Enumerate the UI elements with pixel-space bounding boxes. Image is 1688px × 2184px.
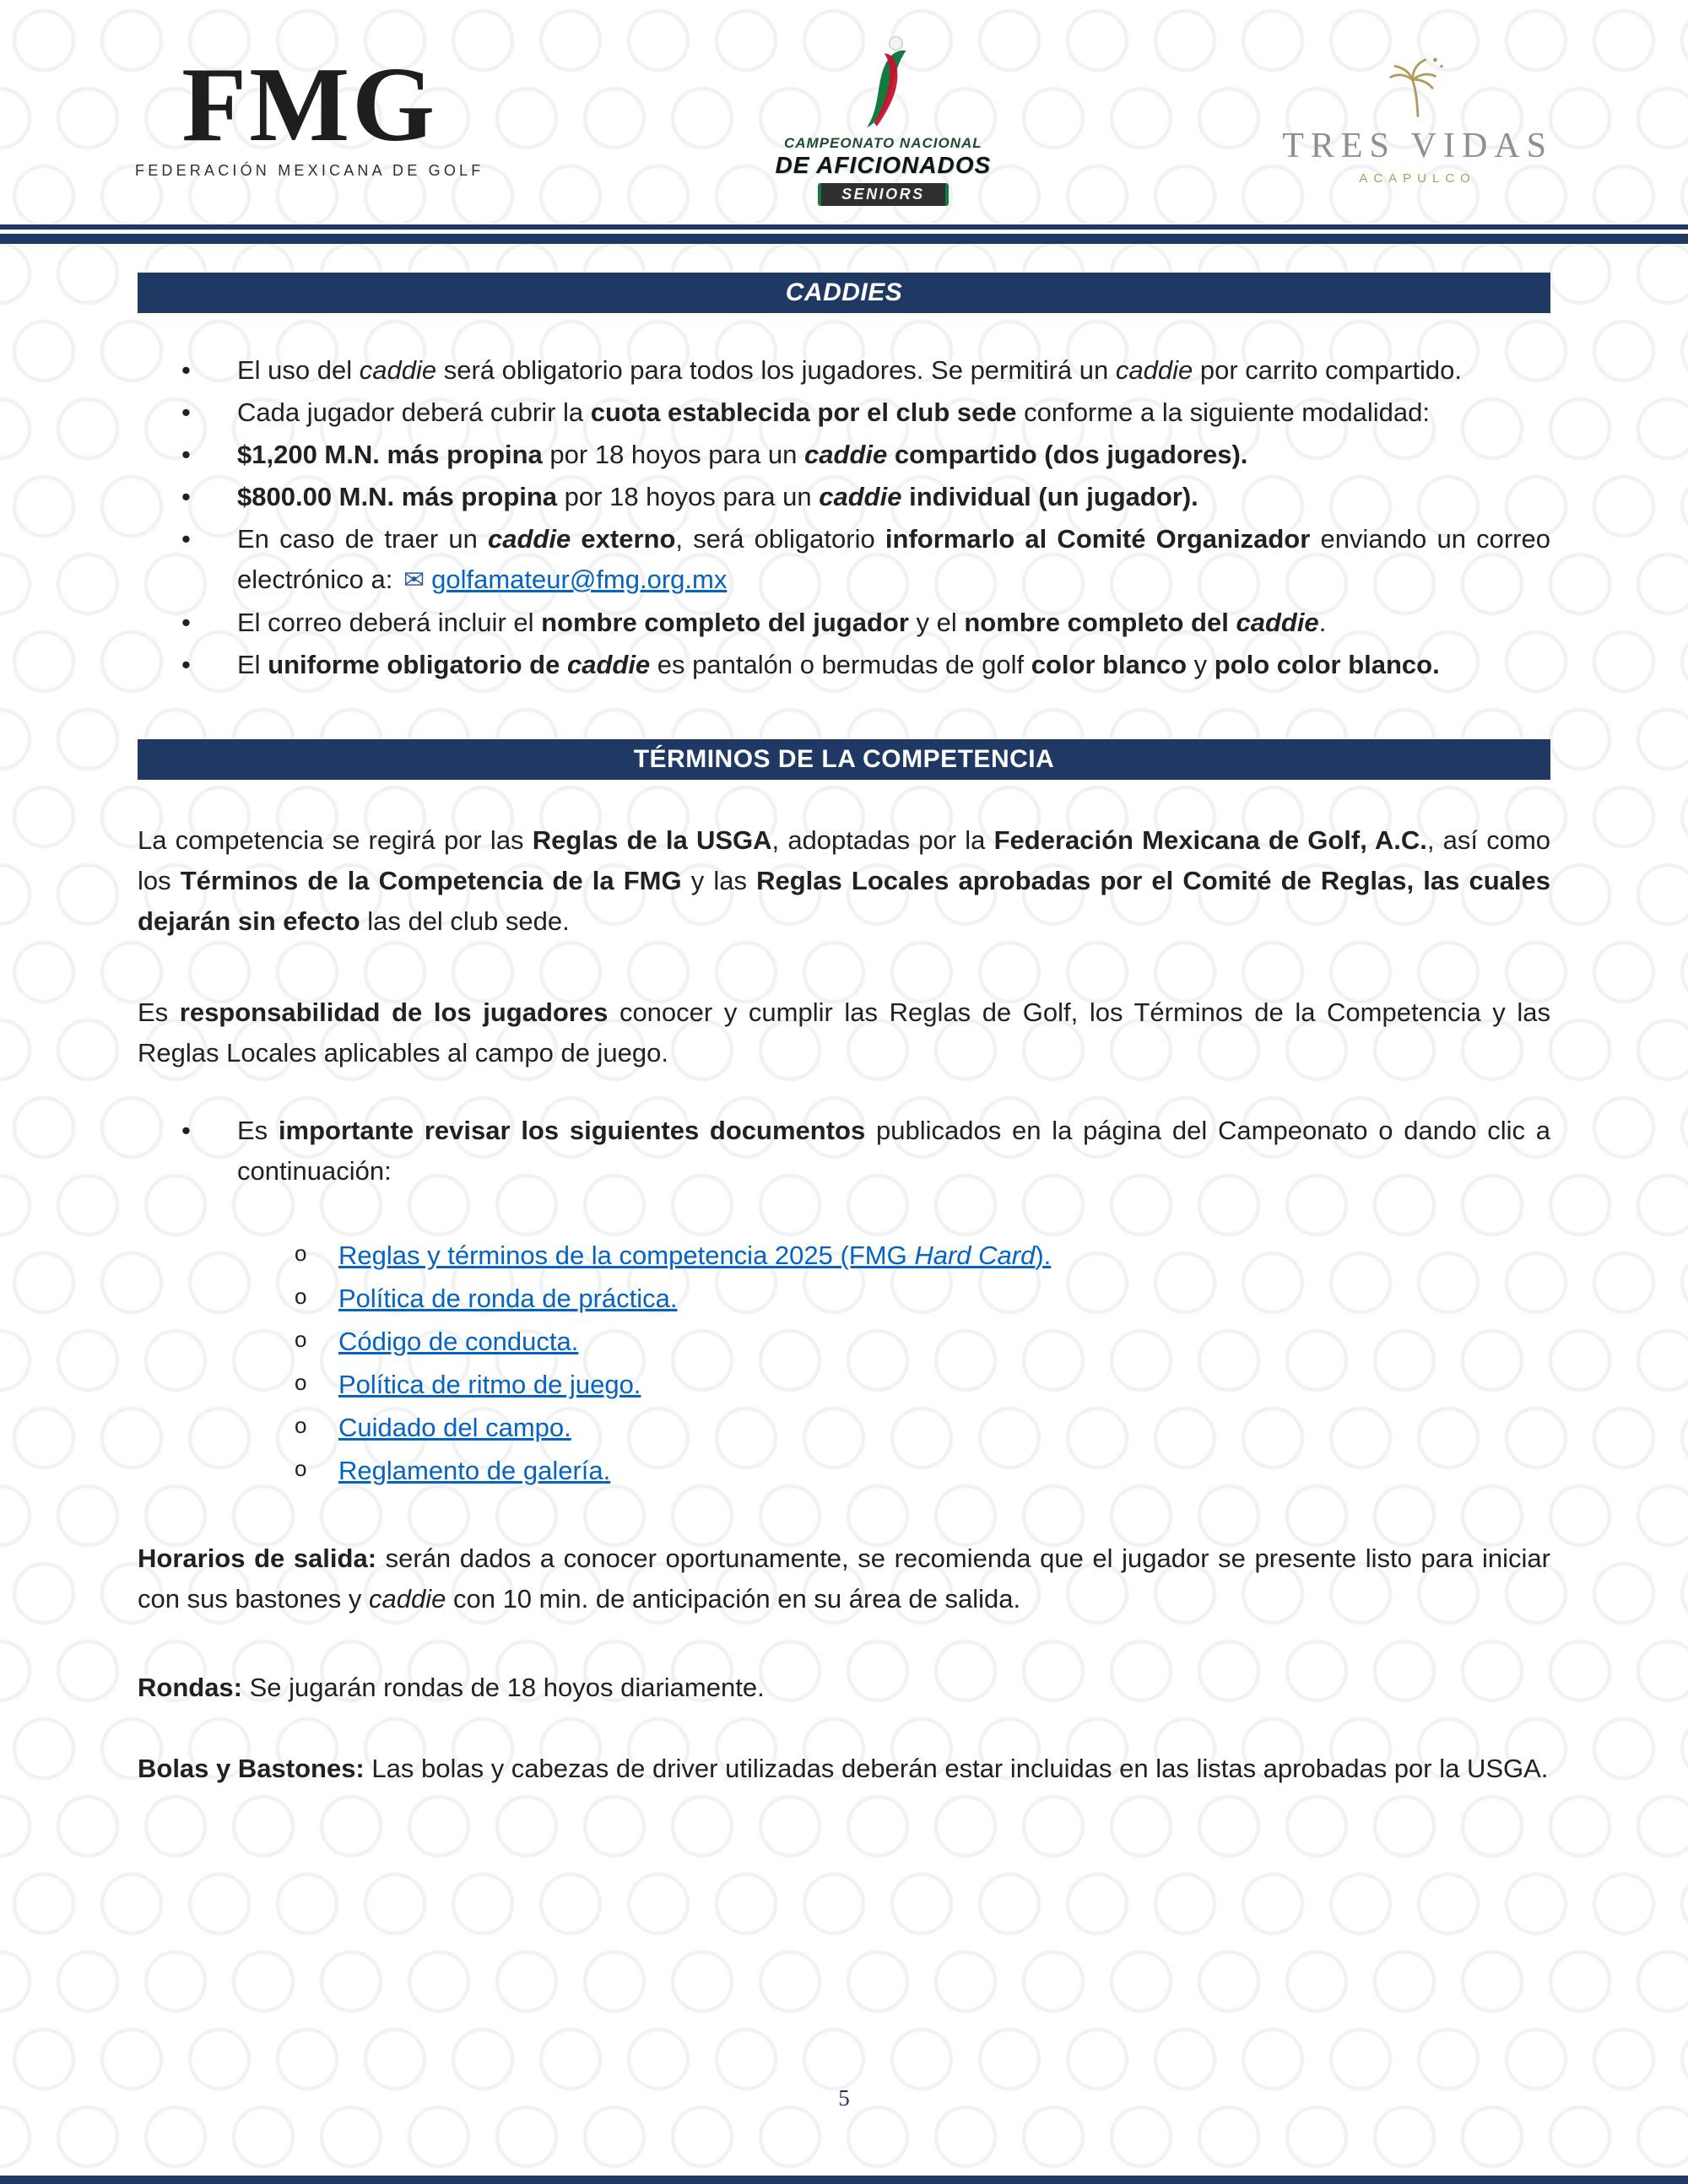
text-segment: Es	[138, 997, 180, 1027]
document-link-item	[138, 1451, 1550, 1491]
text-segment: caddie	[1115, 355, 1193, 385]
terms-bullet-list	[138, 1111, 1550, 1192]
terms-paragraph-responsibility	[138, 992, 1550, 1073]
text-segment: Bolas y Bastones:	[138, 1753, 365, 1783]
text-segment: Rondas:	[138, 1672, 242, 1702]
header-divider	[0, 224, 1688, 244]
text-segment: caddie	[488, 524, 571, 554]
caddies-bullet-list	[138, 350, 1550, 685]
text-segment: , adoptadas por la	[771, 824, 994, 855]
text-segment: externo	[571, 524, 676, 554]
text-segment: Reglas de la USGA	[532, 824, 772, 855]
text-segment: La competencia se regirá por las	[138, 824, 533, 855]
page-number: 5	[838, 2085, 850, 2111]
text-segment: Federación Mexicana de Golf, A.C.	[993, 824, 1427, 855]
text-segment: caddie	[369, 1584, 446, 1614]
page-header	[0, 0, 1688, 224]
hyperlink[interactable]: Política de ritmo de juego.	[338, 1370, 641, 1400]
text-segment: cuota establecida por el club sede	[590, 397, 1017, 428]
hyperlink[interactable]: ).	[1035, 1241, 1052, 1271]
tres-vidas-title: TRES VIDAS	[1282, 127, 1553, 165]
hyperlink[interactable]: golfamateur@fmg.org.mx	[431, 565, 728, 595]
text-segment: caddie	[566, 649, 651, 679]
text-segment: por 18 hoyos para un	[557, 482, 820, 512]
text-segment: enviando un correo electrónico a:	[237, 524, 1550, 595]
text-segment: serán dados a conocer oportunamente, se recomienda que el jugador se presente listo para iniciar con sus bastones y	[138, 1543, 1551, 1614]
caddies-bullet-item	[138, 645, 1550, 685]
text-segment: Se jugarán rondas de 18 hoyos diariamente.	[242, 1672, 765, 1702]
text-segment: individual (un jugador).	[901, 482, 1198, 512]
text-segment: caddie	[819, 482, 902, 512]
championship-title-line3: SENIORS	[818, 183, 949, 206]
text-segment: conocer y cumplir las Reglas de Golf, los Términos de la Competencia y las Reglas Locales aplicables al campo de juego.	[138, 997, 1550, 1068]
text-segment: Es	[237, 1116, 279, 1146]
hyperlink[interactable]: Política de ronda de práctica.	[338, 1284, 678, 1314]
text-segment: caddie	[359, 355, 437, 385]
text-segment: El	[237, 649, 268, 679]
text-segment: Reglas Locales aprobadas por el Comité de Reglas, las cuales dejarán sin efecto	[138, 865, 1550, 936]
caddies-bullet-item	[138, 435, 1550, 475]
document-link-item	[138, 1322, 1550, 1362]
text-segment: las del club sede.	[360, 905, 570, 936]
text-segment: Cada jugador deberá cubrir la	[237, 397, 591, 428]
text-segment: nombre completo del jugador	[541, 607, 909, 637]
text-segment: Las bolas y cabezas de driver utilizadas deberán estar incluidas en las listas aprobadas por la USGA.	[364, 1753, 1549, 1783]
text-segment: El uso del	[237, 355, 360, 385]
text-segment: responsabilidad de los jugadores	[179, 997, 609, 1027]
text-segment: , será obligatorio	[675, 524, 885, 554]
hyperlink[interactable]: Hard Card	[914, 1241, 1036, 1271]
text-segment: y	[1187, 649, 1215, 679]
text-segment: por carrito compartido.	[1193, 355, 1462, 385]
text-segment: compartido (dos jugadores).	[887, 440, 1248, 470]
fmg-logo	[135, 46, 484, 181]
text-segment: será obligatorio para todos los jugadores. Se permitirá un	[436, 355, 1116, 385]
championship-logo	[776, 35, 992, 206]
document-links-list	[138, 1235, 1550, 1491]
text-segment: informarlo al Comité Organizador	[885, 524, 1311, 554]
text-segment: Términos de la Competencia de la FMG	[180, 865, 682, 895]
championship-title-line1: CAMPEONATO NACIONAL	[784, 134, 982, 151]
caddies-bullet-item	[138, 603, 1550, 643]
hyperlink[interactable]: Reglas y términos de la competencia 2025 (FMG	[338, 1241, 915, 1271]
document-link-item	[138, 1235, 1550, 1276]
text-segment: polo color blanco.	[1214, 649, 1440, 679]
text-segment: El correo deberá incluir el	[237, 607, 542, 637]
terms-paragraph-rounds	[138, 1668, 1550, 1708]
text-segment: $800.00 M.N. más propina	[237, 482, 558, 512]
caddies-bullet-item	[138, 477, 1550, 517]
text-segment: .	[1318, 607, 1327, 637]
terms-paragraph-balls-clubs	[138, 1749, 1550, 1789]
terms-paragraph-rules	[138, 820, 1550, 942]
tres-vidas-subtitle: ACAPULCO	[1359, 171, 1476, 186]
text-segment: con 10 min. de anticipación en su área de salida.	[446, 1584, 1021, 1614]
caddies-bullet-item	[138, 350, 1550, 391]
document-link-item	[138, 1365, 1550, 1405]
palm-tree-icon	[1382, 49, 1454, 122]
hyperlink[interactable]: Cuidado del campo.	[338, 1413, 571, 1443]
text-segment: por 18 hoyos para un	[542, 440, 805, 470]
text-segment: nombre completo del	[964, 607, 1236, 637]
text-segment: es pantalón o bermudas de golf	[650, 649, 1031, 679]
text-segment: importante revisar los siguientes documentos	[278, 1116, 866, 1146]
document-link-item	[138, 1279, 1550, 1319]
caddies-bullet-item	[138, 392, 1550, 433]
text-segment: color blanco	[1031, 649, 1188, 679]
fmg-logo-text: FMG	[181, 46, 438, 164]
text-segment: publicados en la página del Campeonato o dando clic a continuación:	[237, 1116, 1551, 1187]
text-segment: uniforme obligatorio de	[268, 649, 567, 679]
text-segment: $1,200 M.N. más propina	[237, 440, 543, 470]
text-segment: caddie	[1236, 607, 1319, 637]
hyperlink[interactable]: Código de conducta.	[338, 1327, 579, 1357]
text-segment: y las	[681, 865, 757, 895]
footer-divider	[0, 2176, 1688, 2184]
text-segment: Horarios de salida:	[138, 1543, 377, 1574]
terms-paragraph-tee-times	[138, 1538, 1550, 1619]
text-segment: y el	[908, 607, 965, 637]
section-header-terms: TÉRMINOS DE LA COMPETENCIA	[138, 739, 1550, 780]
terms-bullet-item	[138, 1111, 1550, 1192]
text-segment: caddie	[804, 440, 888, 470]
fmg-logo-subtitle: FEDERACIÓN MEXICANA DE GOLF	[135, 162, 484, 180]
text-segment: conforme a la siguiente modalidad:	[1016, 397, 1430, 428]
caddies-bullet-item	[138, 519, 1550, 601]
email-icon: ✉	[403, 566, 425, 595]
championship-title-line2: DE AFICIONADOS	[775, 151, 992, 178]
golfer-swoosh-icon	[839, 35, 927, 129]
document-body	[138, 273, 1550, 1789]
hyperlink[interactable]: Reglamento de galería.	[338, 1456, 611, 1486]
document-link-item	[138, 1408, 1550, 1448]
text-segment: En caso de traer un	[237, 524, 489, 554]
tres-vidas-logo	[1282, 49, 1553, 186]
section-header-caddies: CADDIES	[138, 273, 1550, 313]
text-segment: , así como los	[138, 824, 1551, 895]
